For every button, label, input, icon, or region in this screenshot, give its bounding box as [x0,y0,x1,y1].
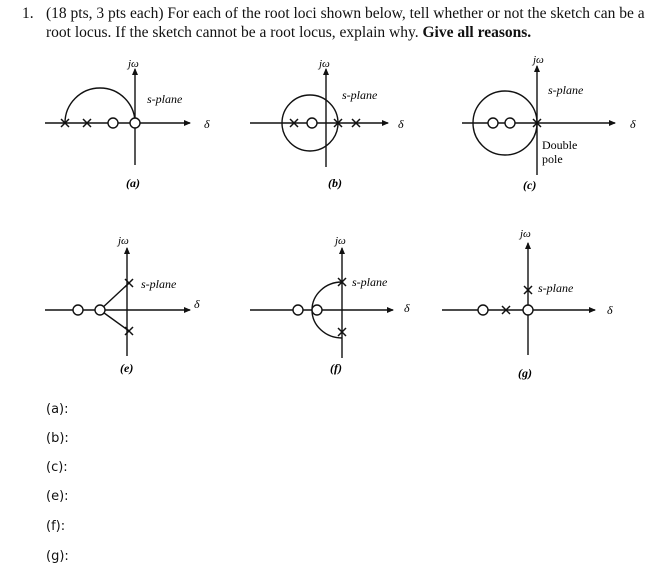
root-locus-figure-e [40,228,230,378]
root-locus-figure-g [440,223,660,383]
s-plane-label: s-plane [548,83,584,97]
pole-marker [125,279,133,287]
answer-label-e: (e): [46,489,69,504]
sigma-label: δ [398,117,404,131]
zero-marker [488,118,498,128]
zero-marker [130,118,140,128]
s-plane-label: s-plane [342,88,378,102]
answer-label-g: (g): [46,549,69,564]
s-plane-label: s-plane [141,277,177,291]
pole-marker [125,327,133,335]
jw-label: jω [319,58,330,70]
zero-marker [108,118,118,128]
double-pole-note-line2: pole [542,152,563,166]
zero-marker [95,305,105,315]
question-emphasis: Give all reasons. [422,24,532,41]
answer-label-f: (f): [46,519,66,534]
zero-marker [307,118,317,128]
jw-label: jω [520,228,531,240]
question-body: (18 pts, 3 pts each) For each of the root loci shown below, tell whether or not the sketch can be a root locus. If the sketch cannot be a root locus, explain why. [46,5,645,41]
zero-marker [293,305,303,315]
zero-marker [505,118,515,128]
root-locus-figure-f [248,228,433,378]
figure-caption: (a) [126,176,140,190]
s-plane-label: s-plane [352,275,388,289]
jw-label: jω [118,235,129,247]
zero-marker [523,305,533,315]
root-locus-figure-c [460,50,665,195]
figure-caption: (f) [330,361,342,375]
sigma-label: δ [204,117,210,131]
s-plane-label: s-plane [538,281,574,295]
jw-label: jω [335,235,346,247]
zero-marker [73,305,83,315]
question-prompt [46,4,652,42]
sigma-label: δ [194,297,200,311]
locus-arc [65,88,135,123]
figure-caption: (e) [120,361,134,375]
answer-label-b: (b): [46,431,69,446]
jw-label: jω [533,54,544,66]
question-number: 1. [22,5,34,22]
sigma-label: δ [404,301,410,315]
double-pole-note: Double [542,138,578,152]
zero-marker [478,305,488,315]
figure-caption: (c) [523,178,537,192]
s-plane-label: s-plane [147,92,183,106]
answer-label-a: (a): [46,402,69,417]
jw-label: jω [128,58,139,70]
root-locus-figure-b [248,55,418,195]
question-text [22,4,652,42]
locus-branch [100,283,129,310]
zero-marker [312,305,322,315]
figure-caption: (b) [328,176,342,190]
answer-label-c: (c): [46,460,68,475]
figure-caption: (g) [518,366,532,380]
sigma-label: δ [607,303,613,317]
sigma-label: δ [630,117,636,131]
root-locus-figure-a [40,55,230,195]
